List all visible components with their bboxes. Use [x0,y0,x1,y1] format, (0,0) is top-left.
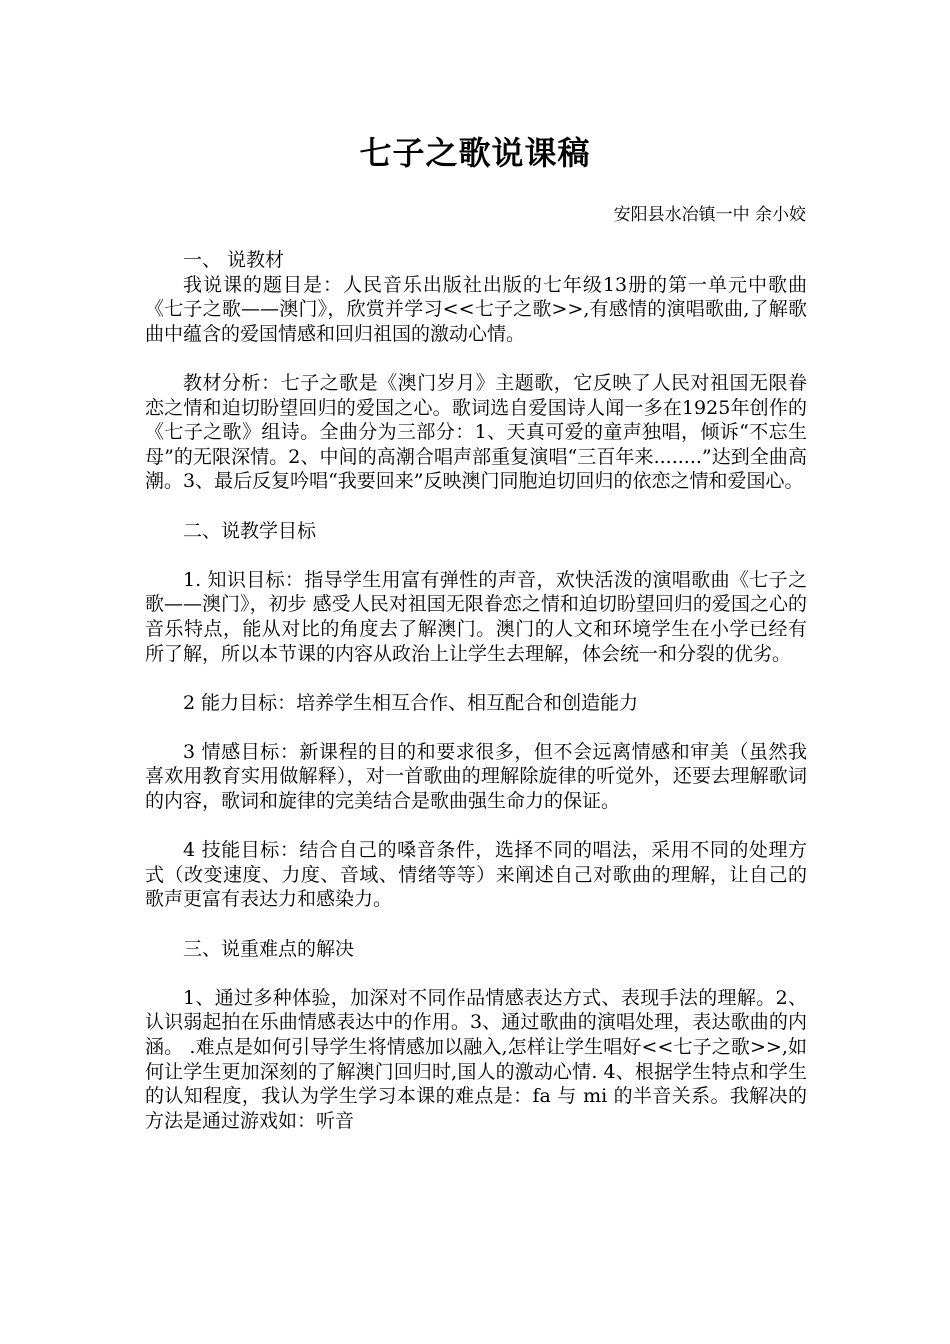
paragraph-7: 1、通过多种体验，加深对不同作品情感表达方式、表现手法的理解。2、认识弱起拍在乐曲情感表达中的作用。3、通过歌曲的演唱处理，表达歌曲的内涵。 .难点是如何引导学生将情感加以融入,怎样让学生唱好<<七子之歌>>,如何让学生更加深刻的了解澳门回归时,国人的激动心情. 4、根据学生特点和学生的认知程度，我认为学生学习本课的难点是：fa 与 mi 的半音关系。我解决的方法是通过游戏如：听音 [145,986,807,1132]
document-body [145,248,807,1133]
paragraph-5: 3 情感目标：新课程的目的和要求很多，但不会远离情感和审美（虽然我喜欢用教育实用做解释），对一首歌曲的理解除旋律的听觉外，还要去理解歌词的内容，歌词和旋律的完美结合是歌曲强生命力的保证。 [145,740,807,813]
paragraph-6: 4 技能目标：结合自己的嗓音条件，选择不同的唱法，采用不同的处理方式（改变速度、力度、音域、情绪等等）来阐述自己对歌曲的理解，让自己的歌声更富有表达力和感染力。 [145,839,807,911]
paragraph-3: 1. 知识目标：指导学生用富有弹性的声音，欢快活泼的演唱歌曲《七子之歌——澳门》，初步 感受人民对祖国无限眷恋之情和迫切盼望回归的爱国之心的音乐特点，能从对比的角度去了解澳门。澳门的人文和环境学生在小学已经有所了解，所以本节课的内容从政治上让学生去理解，体会统一和分裂的优劣。 [145,568,807,665]
paragraph-4: 2 能力目标：培养学生相互合作、相互配合和创造能力 [183,691,639,714]
section-heading-3: 三、说重难点的解决 [183,937,355,960]
section-heading-1: 一、 说教材 [183,249,285,271]
paragraph-2: 教材分析：七子之歌是《澳门岁月》主题歌，它反映了人民对祖国无限眷恋之情和迫切盼望回归的爱国之心。歌词选自爱国诗人闻一多在1925年创作的《七子之歌》组诗。全曲分为三部分：1、天真可爱的童声独唱，倾诉“不忘生母”的无限深情。2、中间的高潮合唱声部重复演唱“三百年来........”达到全曲高潮。3、最后反复吟唱“我要回来”反映澳门同胞迫切回归的依恋之情和爱国心。 [145,371,807,493]
paragraph-1: 我说课的题目是：人民音乐出版社出版的七年级13册的第一单元中歌曲《七子之歌——澳门》，欣赏并学习<<七子之歌>>,有感情的演唱歌曲,了解歌曲中蕴含的爱国情感和回归祖国的激动心情。 [145,273,807,345]
document-title: 七子之歌说课稿 [359,134,591,172]
section-heading-2: 二、说教学目标 [183,519,317,542]
author-line: 安阳县水冶镇一中 余小姣 [613,205,806,225]
